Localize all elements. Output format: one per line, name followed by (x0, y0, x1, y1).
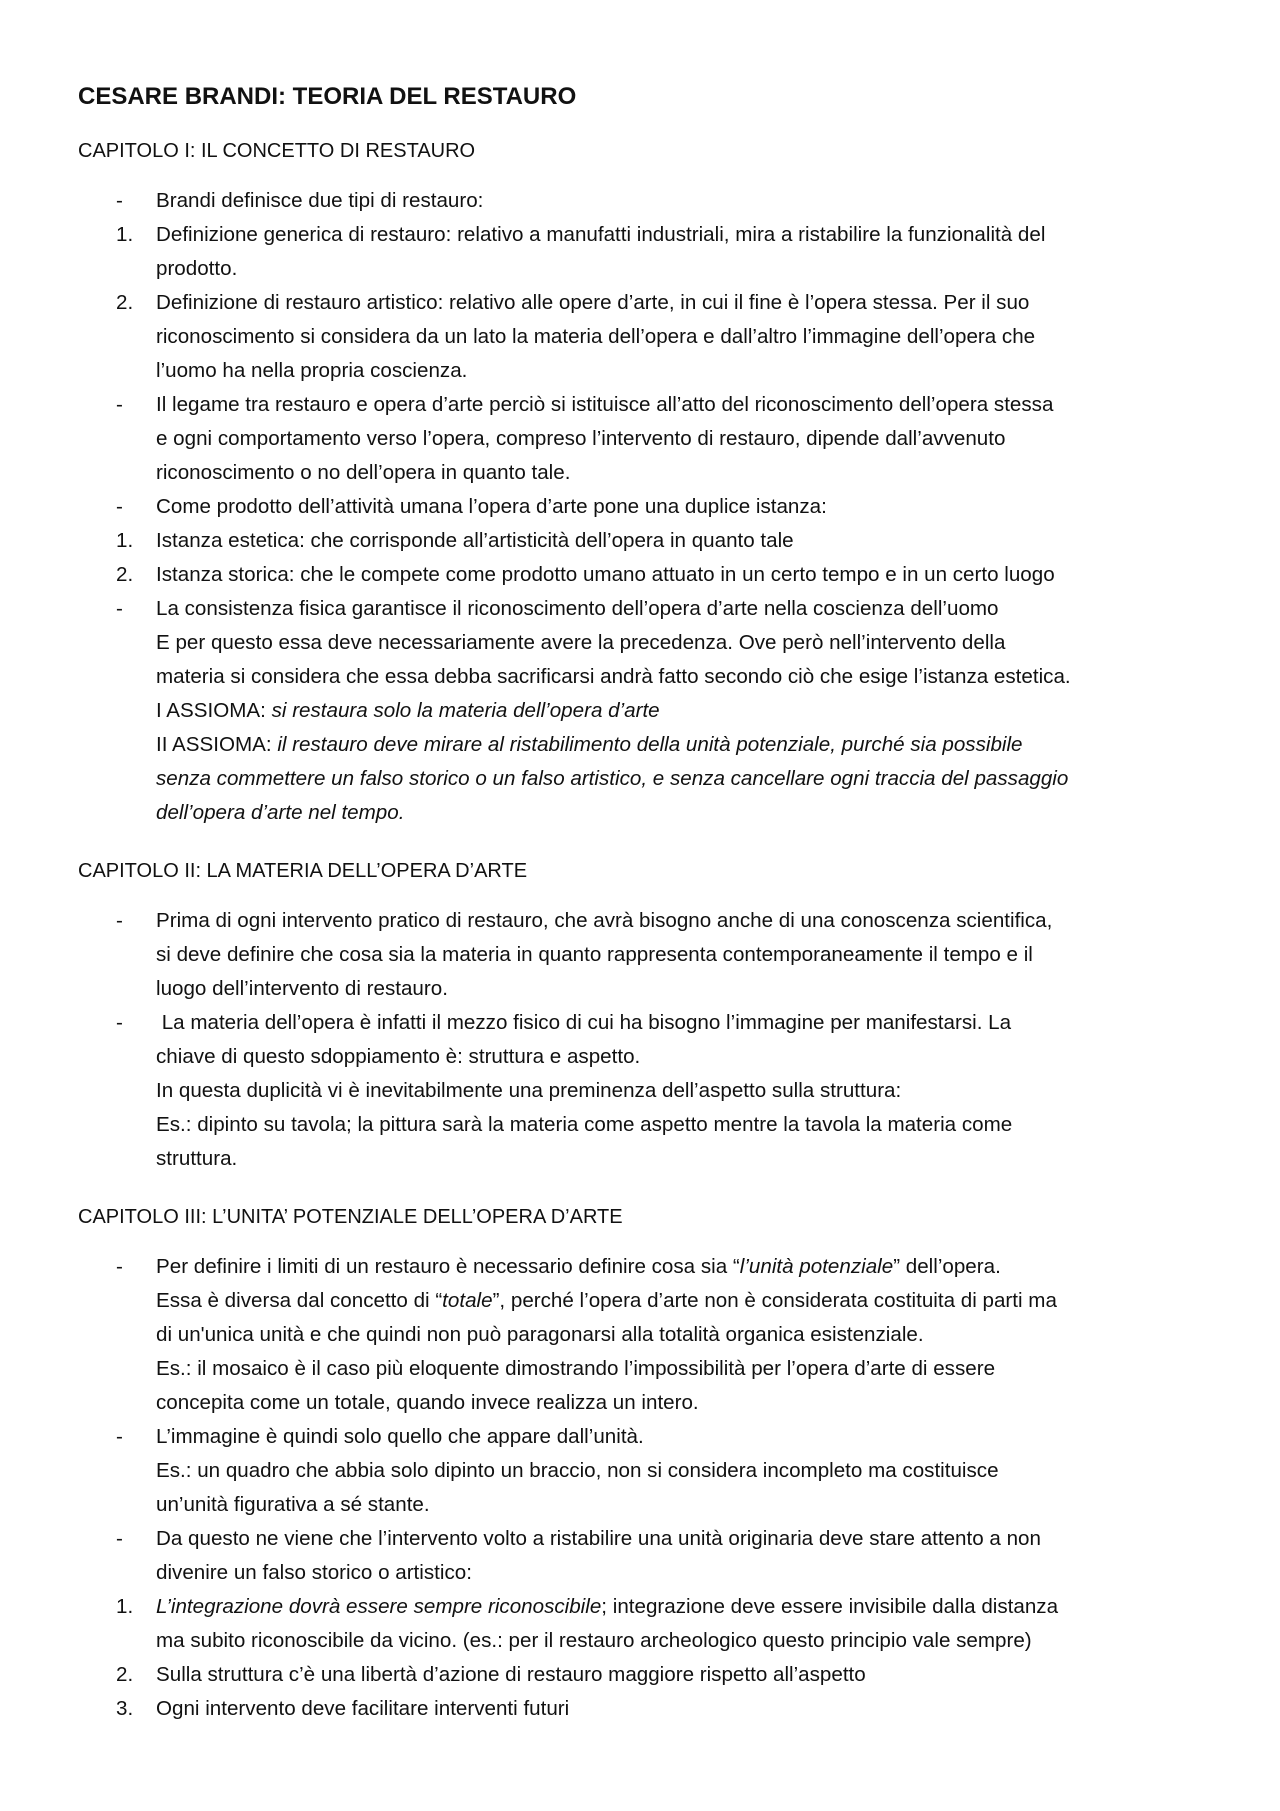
item-text: E per questo essa deve necessariamente avere la precedenza. Ove però nell’intervento della (156, 631, 1006, 654)
number-marker: 1. (116, 1595, 134, 1618)
item-text: struttura. (156, 1147, 238, 1170)
text-run-italic: totale (442, 1289, 493, 1312)
item-text: Come prodotto dell’attività umana l’opera d’arte pone una duplice istanza: (156, 495, 827, 518)
text-run: Essa è diversa dal concetto di “ (156, 1289, 443, 1312)
item-text: Il legame tra restauro e opera d’arte perciò si istituisce all’atto del riconoscimento dell’opera stessa (156, 393, 1054, 416)
text-run: Per definire i limiti di un restauro è necessario definire cosa sia “ (156, 1255, 740, 1278)
item-text: Definizione generica di restauro: relativo a manufatti industriali, mira a ristabilire la funzionalità del (156, 223, 1046, 246)
axiom-1-text: si restaura solo la materia dell’opera d’arte (271, 699, 660, 722)
item-text: Prima di ogni intervento pratico di restauro, che avrà bisogno anche di una conoscenza scientifica, (156, 909, 1053, 932)
number-marker: 2. (116, 563, 134, 586)
item-text: L’immagine è quindi solo quello che appare dall’unità. (156, 1425, 644, 1448)
list-item (78, 218, 1218, 286)
list-item (78, 524, 1218, 558)
chapter-heading: CAPITOLO III: L’UNITA’ POTENZIALE DELL’OPERA D’ARTE (78, 1206, 623, 1228)
chapter-2-list (78, 904, 1218, 1176)
text-run: ”, perché l’opera d’arte non è considerata costituita di parti ma (492, 1289, 1057, 1312)
item-text: Istanza estetica: che corrisponde all’artisticità dell’opera in quanto tale (156, 529, 794, 552)
axiom-2-text: il restauro deve mirare al ristabilimento della unità potenziale, purché sia possibile (277, 733, 1023, 756)
list-item (78, 388, 1218, 490)
bullet-marker: - (116, 189, 123, 212)
item-text: riconoscimento o no dell’opera in quanto tale. (156, 461, 571, 484)
list-item (78, 490, 1218, 524)
item-text: luogo dell’intervento di restauro. (156, 977, 448, 1000)
number-marker: 2. (116, 291, 134, 314)
text-run-italic: l’unità potenziale (739, 1255, 894, 1278)
axiom-1-label: I ASSIOMA: (156, 699, 272, 722)
axiom-2-text: dell’opera d’arte nel tempo. (156, 801, 405, 824)
bullet-marker: - (116, 1255, 123, 1278)
bullet-marker: - (116, 597, 123, 620)
item-text: Definizione di restauro artistico: relativo alle opere d’arte, in cui il fine è l’opera stessa. Per il suo (156, 291, 1030, 314)
bullet-marker: - (116, 1425, 123, 1448)
item-text: concepita come un totale, quando invece realizza un intero. (156, 1391, 699, 1414)
item-text: prodotto. (156, 257, 238, 280)
chapter-heading: CAPITOLO II: LA MATERIA DELL’OPERA D’ARTE (78, 860, 528, 882)
list-item (78, 1658, 1218, 1692)
item-text (156, 1250, 1218, 1284)
item-text: La materia dell’opera è infatti il mezzo fisico di cui ha bisogno l’immagine per manifestarsi. La (156, 1011, 1012, 1034)
item-text: ma subito riconoscibile da vicino. (es.: per il restauro archeologico questo principio vale sempre) (156, 1629, 1032, 1652)
item-text: si deve definire che cosa sia la materia in quanto rappresenta contemporaneamente il tempo e il (156, 943, 1033, 966)
list-item (78, 904, 1218, 1006)
chapter-1-list (78, 184, 1218, 830)
item-text: Istanza storica: che le compete come prodotto umano attuato in un certo tempo e in un certo luogo (156, 563, 1055, 586)
text-run-italic: L’integrazione dovrà essere sempre riconoscibile (156, 1595, 602, 1618)
item-text: materia si considera che essa debba sacrificarsi andrà fatto secondo ciò che esige l’istanza estetica. (156, 665, 1071, 688)
item-text: di un'unica unità e che quindi non può paragonarsi alla totalità organica esistenziale. (156, 1323, 924, 1346)
item-text: Ogni intervento deve facilitare interventi futuri (156, 1697, 570, 1720)
axiom-1 (156, 694, 1218, 728)
item-text: e ogni comportamento verso l’opera, compreso l’intervento di restauro, dipende dall’avvenuto (156, 427, 1006, 450)
bullet-marker: - (116, 1527, 123, 1550)
document-page (78, 80, 1218, 1752)
item-text (156, 1284, 1218, 1318)
text-run: ; integrazione deve essere invisibile dalla distanza (601, 1595, 1059, 1618)
document-title: CESARE BRANDI: TEORIA DEL RESTAURO (78, 83, 577, 110)
axiom-2-label: II ASSIOMA: (156, 733, 278, 756)
item-text: In questa duplicità vi è inevitabilmente una preminenza dell’aspetto sulla struttura: (156, 1079, 902, 1102)
item-text (156, 1590, 1218, 1624)
bullet-marker: - (116, 1011, 123, 1034)
item-text: Es.: il mosaico è il caso più eloquente dimostrando l’impossibilità per l’opera d’arte di essere (156, 1357, 996, 1380)
item-text: un’unità figurativa a sé stante. (156, 1493, 430, 1516)
text-run: ” dell’opera. (893, 1255, 1001, 1278)
list-item (78, 286, 1218, 388)
item-text: divenire un falso storico o artistico: (156, 1561, 472, 1584)
number-marker: 1. (116, 529, 134, 552)
axiom-2 (156, 728, 1218, 762)
list-item (78, 1250, 1218, 1420)
list-item (78, 1590, 1218, 1658)
chapter-heading: CAPITOLO I: IL CONCETTO DI RESTAURO (78, 140, 476, 162)
item-text: Es.: un quadro che abbia solo dipinto un braccio, non si considera incompleto ma costituisce (156, 1459, 999, 1482)
item-text: chiave di questo sdoppiamento è: struttura e aspetto. (156, 1045, 641, 1068)
item-text: Sulla struttura c’è una libertà d’azione di restauro maggiore rispetto all’aspetto (156, 1663, 866, 1686)
list-item (78, 1420, 1218, 1522)
list-item (78, 184, 1218, 218)
list-item (78, 1692, 1218, 1726)
axiom-2-text: senza commettere un falso storico o un falso artistico, e senza cancellare ogni traccia del passaggio (156, 767, 1069, 790)
list-item (78, 1522, 1218, 1590)
bullet-marker: - (116, 909, 123, 932)
list-item (78, 558, 1218, 592)
item-text: Es.: dipinto su tavola; la pittura sarà la materia come aspetto mentre la tavola la materia come (156, 1113, 1013, 1136)
item-text: La consistenza fisica garantisce il riconoscimento dell’opera d’arte nella coscienza dell’uomo (156, 597, 999, 620)
number-marker: 2. (116, 1663, 134, 1686)
number-marker: 1. (116, 223, 134, 246)
bullet-marker: - (116, 495, 123, 518)
item-text: Brandi definisce due tipi di restauro: (156, 189, 484, 212)
list-item (78, 1006, 1218, 1176)
chapter-3-list (78, 1250, 1218, 1726)
bullet-marker: - (116, 393, 123, 416)
item-text: Da questo ne viene che l’intervento volto a ristabilire una unità originaria deve stare attento a non (156, 1527, 1041, 1550)
item-text: l’uomo ha nella propria coscienza. (156, 359, 468, 382)
number-marker: 3. (116, 1697, 134, 1720)
item-text: riconoscimento si considera da un lato la materia dell’opera e dall’altro l’immagine dell’opera che (156, 325, 1036, 348)
list-item (78, 592, 1218, 830)
